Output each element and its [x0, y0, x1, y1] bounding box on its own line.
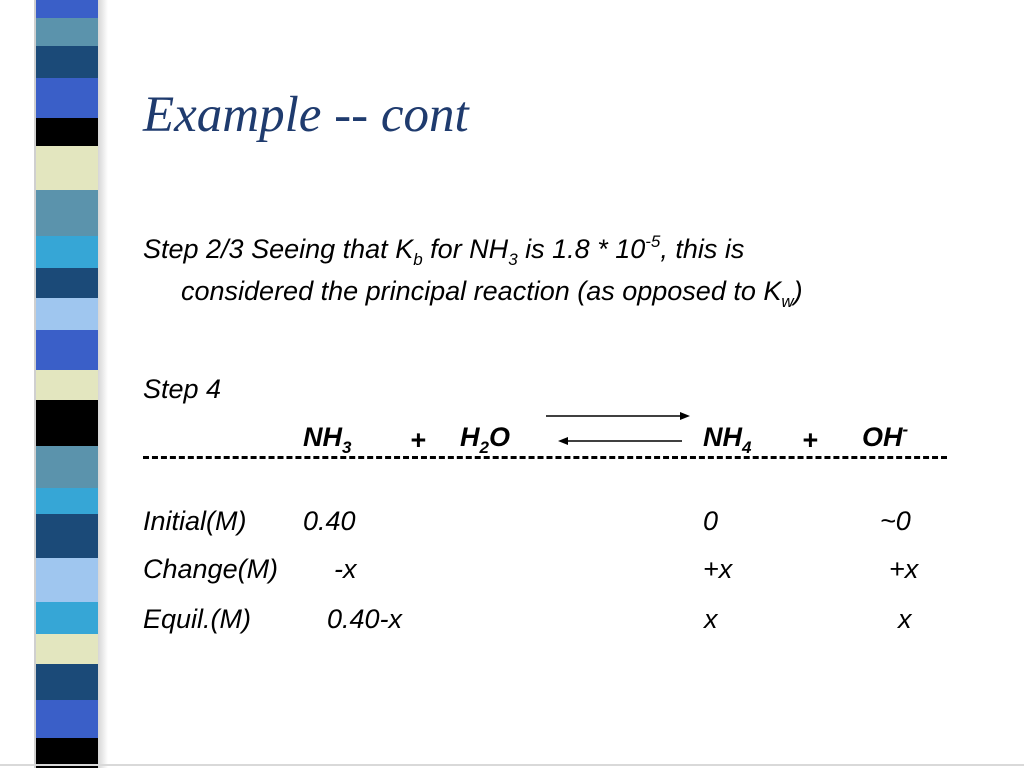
product-oh: OH- — [862, 420, 909, 452]
footer-divider — [0, 764, 1024, 766]
row-label: Equil.(M) — [143, 604, 252, 634]
cell-nh3: 0.40-x — [327, 604, 403, 634]
stripe-shadow — [98, 0, 108, 768]
cell-nh3: 0.40 — [303, 506, 356, 536]
plus-sign-2: + — [802, 425, 818, 455]
row-label: Change(M) — [143, 554, 279, 584]
cell-nh4: +x — [703, 554, 733, 584]
step4-label: Step 4 — [143, 374, 222, 404]
cell-nh4: x — [704, 604, 718, 634]
cell-nh3: -x — [334, 554, 357, 584]
step23-line2: considered the principal reaction (as opposed to $K_w$) — [181, 276, 803, 311]
reactant-nh3: $NH_3$ — [303, 422, 352, 457]
plus-sign-1: + — [410, 425, 426, 455]
cell-oh: x — [898, 604, 912, 634]
slide-title: Example -- cont — [143, 87, 469, 143]
cell-oh: ~0 — [880, 506, 911, 536]
reactant-h2o: $H_2O$ — [460, 422, 510, 457]
equilibrium-arrows-icon — [544, 408, 694, 448]
separator-dashes — [143, 456, 947, 459]
decorative-stripe — [36, 0, 98, 768]
product-nh4: $NH_4$ — [703, 422, 752, 457]
step23-line1: Step 2/3 Seeing that $K_b$ for $NH_3$ is $1.8 * 10^{-5}$, this is — [143, 232, 745, 269]
cell-oh: +x — [889, 554, 919, 584]
cell-nh4: 0 — [703, 506, 719, 536]
row-label: Initial(M) — [143, 506, 247, 536]
